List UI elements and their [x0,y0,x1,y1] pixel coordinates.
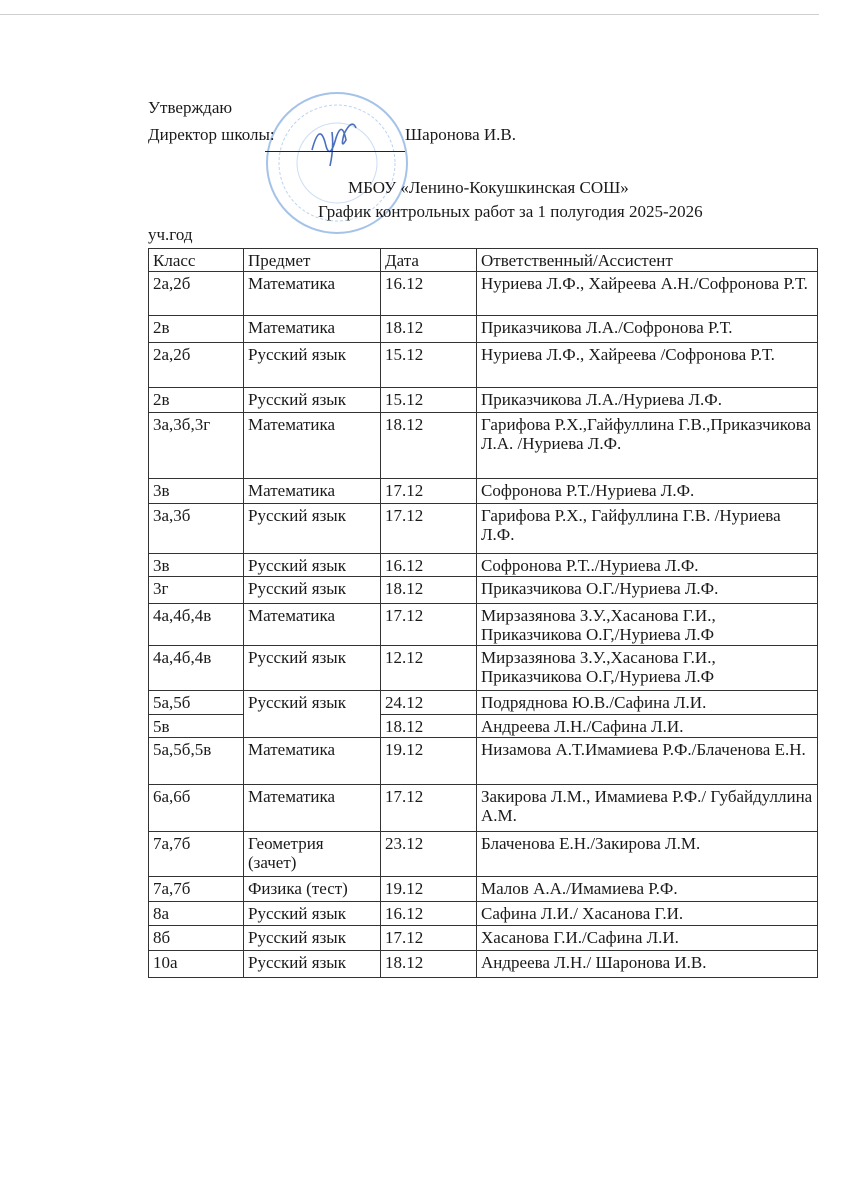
schedule-table [148,248,818,978]
class-cell: 5а,5б,5в [149,738,244,785]
date-cell: 17.12 [381,926,477,951]
date-cell: 19.12 [381,877,477,902]
date-cell: 16.12 [381,902,477,926]
responsible-cell: Софронова Р.Т./Нуриева Л.Ф. [477,479,818,504]
subject-cell: Математика [244,738,381,785]
subject-cell: Русский язык [244,577,381,604]
class-cell: 2в [149,316,244,343]
responsible-cell: Малов А.А./Имамиева Р.Ф. [477,877,818,902]
table-row [149,413,818,479]
responsible-cell: Блаченова Е.Н./Закирова Л.М. [477,832,818,877]
subject-cell: Русский язык [244,902,381,926]
class-cell: 7а,7б [149,877,244,902]
responsible-cell: Нуриева Л.Ф., Хайреева А.Н./Софронова Р.Т. [477,272,818,316]
responsible-cell: Гарифова Р.Х., Гайфуллина Г.В. /Нуриева Л.Ф. [477,504,818,554]
signature-line [265,151,405,152]
table-row [149,479,818,504]
date-cell: 17.12 [381,504,477,554]
table-row [149,646,818,691]
subject-cell: Русский язык [244,388,381,413]
class-cell: 2а,2б [149,272,244,316]
table-row [149,577,818,604]
subject-cell: Русский язык [244,691,381,738]
responsible-cell: Закирова Л.М., Имамиева Р.Ф./ Губайдуллина А.М. [477,785,818,832]
date-cell: 23.12 [381,832,477,877]
subject-cell: Математика [244,413,381,479]
responsible-cell: Низамова А.Т.Имамиева Р.Ф./Блаченова Е.Н. [477,738,818,785]
table-row [149,388,818,413]
date-cell: 18.12 [381,951,477,978]
document-title-cont: уч.год [148,225,193,244]
subject-cell: Русский язык [244,951,381,978]
date-cell: 15.12 [381,388,477,413]
table-row [149,902,818,926]
date-cell: 12.12 [381,646,477,691]
class-cell: 3в [149,554,244,577]
responsible-cell: Андреева Л.Н./Сафина Л.И. [477,715,818,738]
subject-cell: Математика [244,272,381,316]
subject-cell: Русский язык [244,343,381,388]
responsible-cell: Мирзазянова З.У.,Хасанова Г.И., Приказчикова О.Г,/Нуриева Л.Ф [477,604,818,646]
class-cell: 4а,4б,4в [149,646,244,691]
responsible-cell: Гарифова Р.Х.,Гайфуллина Г.В.,Приказчикова Л.А. /Нуриева Л.Ф. [477,413,818,479]
subject-cell: Русский язык [244,926,381,951]
director-label: Директор школы: [148,125,275,144]
table-row [149,926,818,951]
header-class: Класс [149,249,244,272]
responsible-cell: Приказчикова Л.А./Нуриева Л.Ф. [477,388,818,413]
date-cell: 17.12 [381,785,477,832]
class-cell: 10а [149,951,244,978]
table-row [149,877,818,902]
subject-cell: Русский язык [244,646,381,691]
table-row [149,738,818,785]
table-row [149,785,818,832]
date-cell: 19.12 [381,738,477,785]
scan-edge-line [0,14,819,15]
class-cell: 3а,3б,3г [149,413,244,479]
class-cell: 4а,4б,4в [149,604,244,646]
subject-cell: Геометрия (зачет) [244,832,381,877]
subject-cell: Русский язык [244,504,381,554]
class-cell: 3г [149,577,244,604]
table-row [149,504,818,554]
responsible-cell: Сафина Л.И./ Хасанова Г.И. [477,902,818,926]
header-subject: Предмет [244,249,381,272]
subject-cell: Математика [244,316,381,343]
responsible-cell: Софронова Р.Т../Нуриева Л.Ф. [477,554,818,577]
table-row [149,272,818,316]
table-row [149,343,818,388]
table-row [149,316,818,343]
subject-cell: Математика [244,479,381,504]
class-cell: 2а,2б [149,343,244,388]
header-responsible: Ответственный/Ассистент [477,249,818,272]
date-cell: 18.12 [381,577,477,604]
date-cell: 15.12 [381,343,477,388]
table-row [149,604,818,646]
subject-cell: Физика (тест) [244,877,381,902]
date-cell: 16.12 [381,554,477,577]
date-cell: 17.12 [381,479,477,504]
document-title: График контрольных работ за 1 полугодия 2025-2026 [318,202,703,221]
signature [312,124,356,166]
responsible-cell: Андреева Л.Н./ Шаронова И.В. [477,951,818,978]
school-name: МБОУ «Ленино-Кокушкинская СОШ» [348,178,629,197]
date-cell: 18.12 [381,715,477,738]
table-row [149,832,818,877]
responsible-cell: Приказчикова Л.А./Софронова Р.Т. [477,316,818,343]
class-cell: 7а,7б [149,832,244,877]
table-row [149,951,818,978]
responsible-cell: Хасанова Г.И./Сафина Л.И. [477,926,818,951]
approve-label: Утверждаю [148,98,233,117]
class-cell: 5в [149,715,244,738]
class-cell: 3в [149,479,244,504]
table-row [149,691,818,715]
subject-cell: Математика [244,604,381,646]
subject-cell: Математика [244,785,381,832]
class-cell: 3а,3б [149,504,244,554]
date-cell: 24.12 [381,691,477,715]
header-date: Дата [381,249,477,272]
responsible-cell: Нуриева Л.Ф., Хайреева /Софронова Р.Т. [477,343,818,388]
subject-cell: Русский язык [244,554,381,577]
responsible-cell: Подряднова Ю.В./Сафина Л.И. [477,691,818,715]
class-cell: 2в [149,388,244,413]
class-cell: 6а,6б [149,785,244,832]
class-cell: 5а,5б [149,691,244,715]
date-cell: 17.12 [381,604,477,646]
class-cell: 8а [149,902,244,926]
director-name: Шаронова И.В. [405,125,517,144]
date-cell: 18.12 [381,316,477,343]
date-cell: 16.12 [381,272,477,316]
responsible-cell: Мирзазянова З.У.,Хасанова Г.И., Приказчикова О.Г,/Нуриева Л.Ф [477,646,818,691]
class-cell: 8б [149,926,244,951]
date-cell: 18.12 [381,413,477,479]
responsible-cell: Приказчикова О.Г./Нуриева Л.Ф. [477,577,818,604]
table-row [149,554,818,577]
table-header-row [149,249,818,272]
